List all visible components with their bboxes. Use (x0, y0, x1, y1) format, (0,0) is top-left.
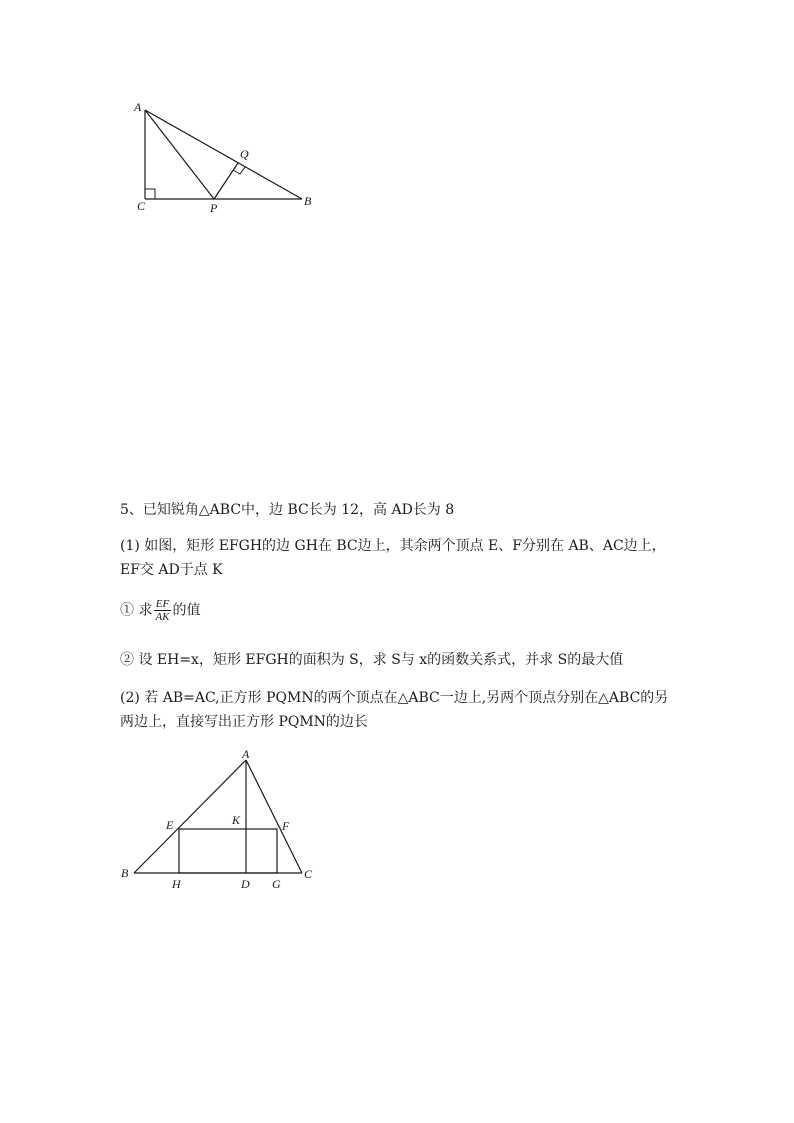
label-c: C (137, 199, 146, 213)
figure-right-triangle (125, 95, 325, 220)
fraction-numerator: EF (155, 598, 170, 610)
right-angle-mark-c (145, 189, 155, 199)
label-e: E (166, 818, 174, 832)
label-d: D (241, 877, 250, 891)
fraction-denominator: AK (155, 611, 170, 623)
label-a: A (134, 100, 142, 114)
segment-pq (214, 163, 238, 199)
label-c: C (304, 867, 313, 881)
segment-ab (134, 760, 246, 873)
fraction-ef-over-ak (154, 598, 170, 623)
problem-part-2: (2) 若 AB=AC,正方形 PQMN的两个顶点在△ABC一边上,另两个顶点分别在△ABC的另两边上，直接写出正方形 PQMN的边长 (120, 690, 669, 730)
segment-ac (246, 760, 302, 873)
label-g: G (272, 877, 281, 891)
question-1-suffix: 的值 (172, 602, 201, 619)
problem-heading: 5、已知锐角△ABC中，边 BC长为 12，高 AD长为 8 (120, 502, 455, 518)
label-b: B (304, 194, 312, 208)
figure-inscribed-rectangle (115, 745, 325, 895)
label-a: A (242, 747, 250, 761)
label-h: H (172, 877, 181, 891)
segment-ap (145, 110, 214, 199)
label-q: Q (240, 147, 249, 161)
problem-part-1: (1) 如图，矩形 EFGH的边 GH在 BC边上，其余两个顶点 E、F分别在 AB、AC边上，EF交 AD于点 K (120, 538, 666, 578)
label-b: B (121, 866, 129, 880)
figure-inscribed-rectangle-svg (115, 745, 325, 895)
label-f: F (282, 819, 290, 833)
label-p: P (210, 201, 218, 215)
question-1 (120, 598, 201, 623)
label-k: K (232, 813, 241, 827)
figure-right-triangle-svg (125, 95, 325, 220)
rectangle-efgh (179, 829, 277, 873)
question-1-prefix: ① 求 (120, 602, 153, 619)
question-2: ② 设 EH=x，矩形 EFGH的面积为 S，求 S与 x的函数关系式，并求 S的最大值 (120, 652, 624, 668)
